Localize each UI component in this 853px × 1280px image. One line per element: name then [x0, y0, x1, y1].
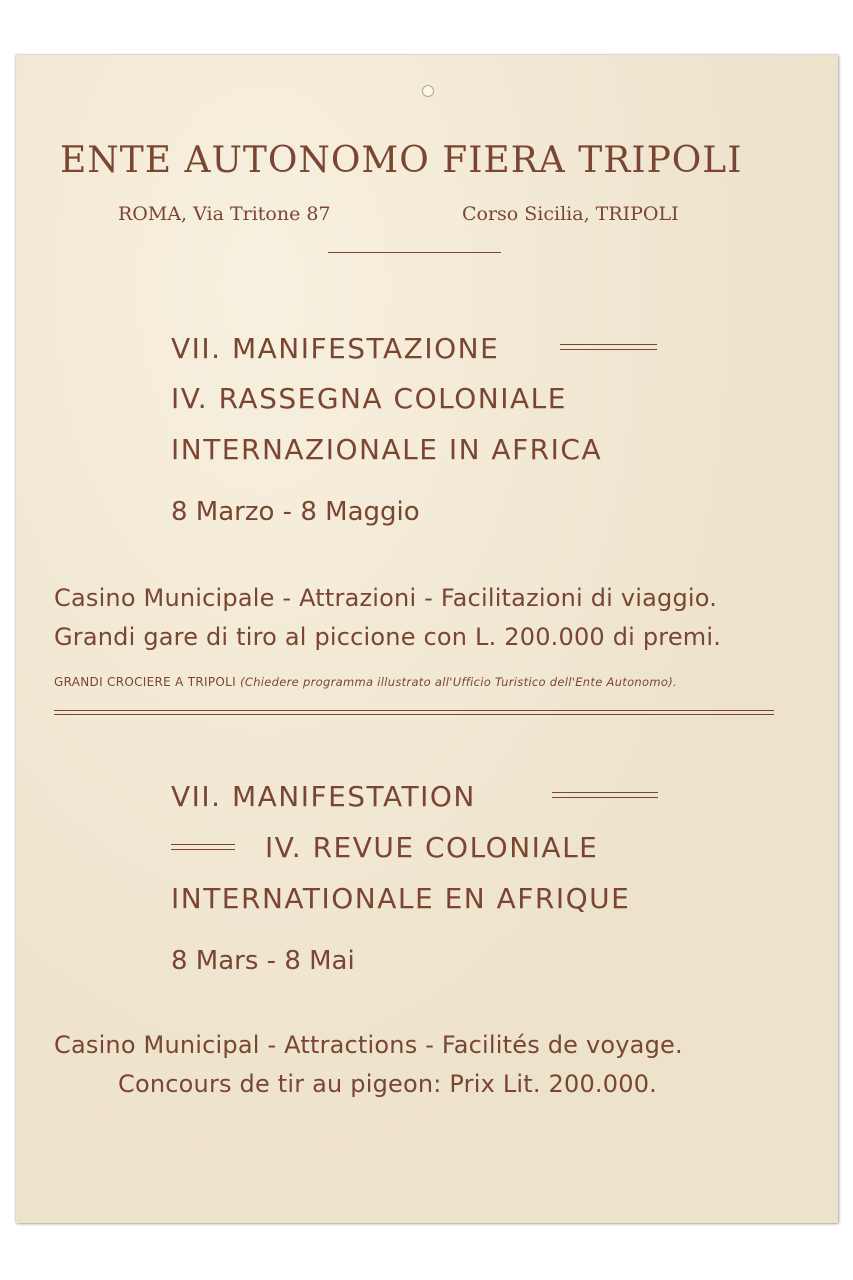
french-international-heading: INTERNATIONALE EN AFRIQUE [171, 882, 631, 915]
section-divider [54, 710, 774, 715]
french-info-line-1: Casino Municipal - Attractions - Facilités de voyage. [54, 1031, 683, 1059]
punch-hole [422, 85, 434, 97]
header-divider [328, 252, 501, 253]
italian-info-line-1: Casino Municipale - Attrazioni - Facilitazioni di viaggio. [54, 584, 718, 612]
french-edition-heading: VII. MANIFESTATION [171, 780, 476, 813]
cruise-note: (Chiedere programma illustrato all'Ufficio Turistico dell'Ente Autonomo). [240, 675, 677, 689]
italian-edition-heading: VII. MANIFESTAZIONE [171, 332, 500, 365]
italian-info-line-2: Grandi gare di tiro al piccione con L. 200.000 di premi. [54, 623, 722, 651]
italian-review-heading: IV. RASSEGNA COLONIALE [171, 382, 567, 415]
french-dates: 8 Mars - 8 Mai [171, 946, 355, 976]
address-tripoli: Corso Sicilia, TRIPOLI [462, 203, 679, 225]
french-review-rule [171, 844, 235, 850]
french-review-heading: IV. REVUE COLONIALE [265, 831, 599, 864]
italian-dates: 8 Marzo - 8 Maggio [171, 497, 420, 527]
cruise-notice [54, 675, 677, 689]
cruise-label: GRANDI CROCIERE A TRIPOLI [54, 675, 236, 689]
address-rome: ROMA, Via Tritone 87 [118, 203, 331, 225]
italian-international-heading: INTERNAZIONALE IN AFRICA [171, 433, 603, 466]
italian-heading-rule [560, 344, 657, 350]
fair-title: ENTE AUTONOMO FIERA TRIPOLI [60, 140, 743, 181]
french-heading-rule [552, 792, 658, 798]
french-info-line-2: Concours de tir au pigeon: Prix Lit. 200.000. [118, 1070, 658, 1098]
